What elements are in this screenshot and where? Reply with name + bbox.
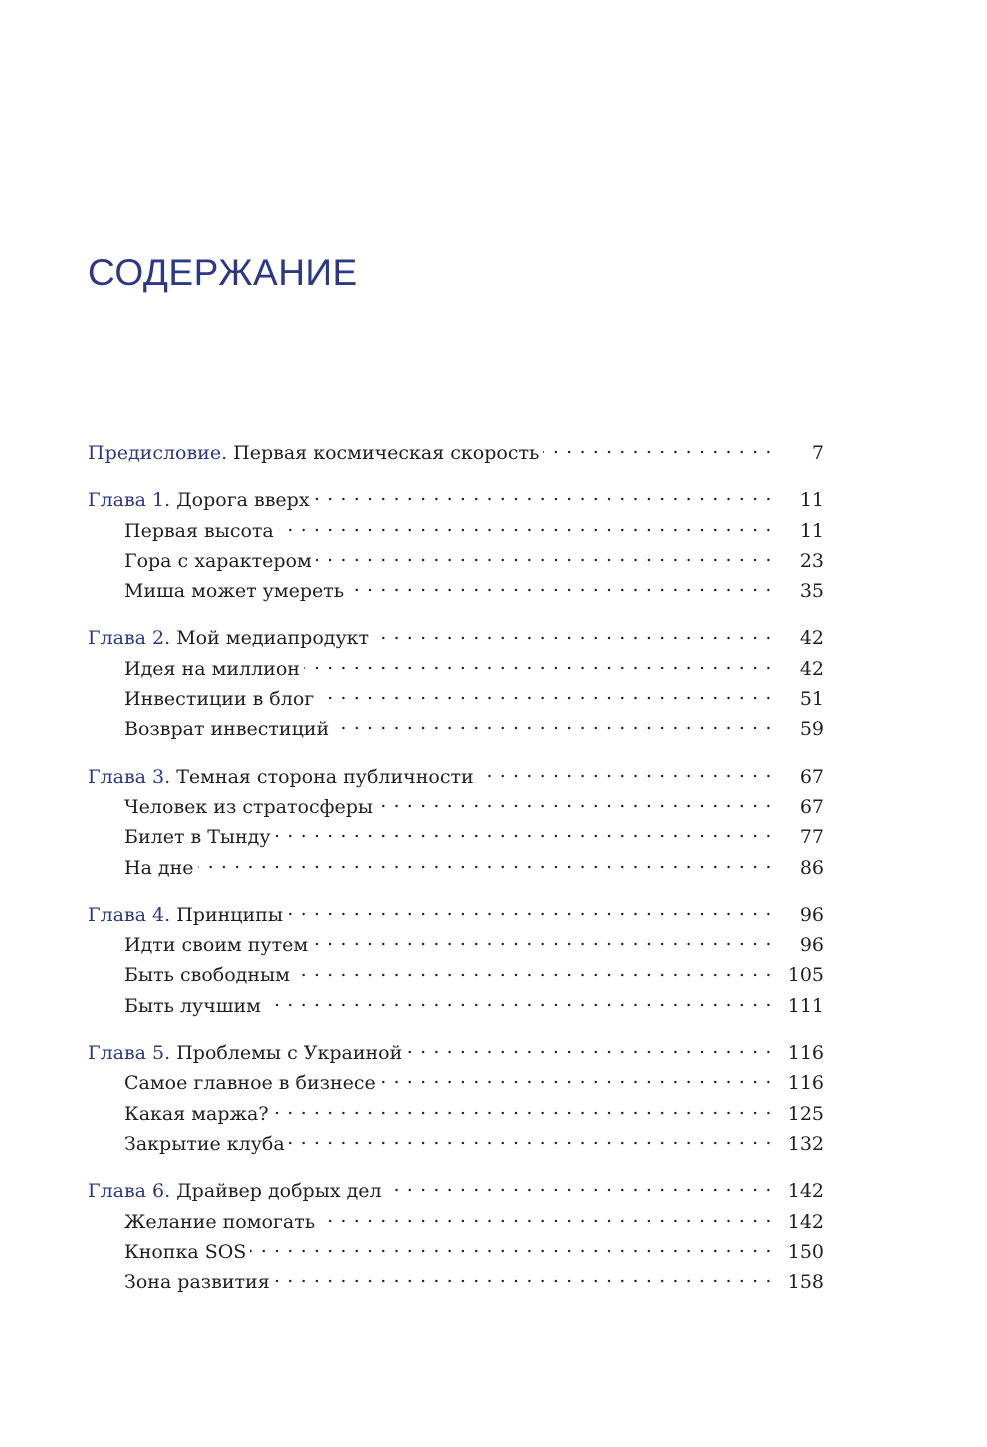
subsection-title: Быть лучшим (124, 994, 261, 1017)
subsection-title: Гора с характером (124, 549, 312, 572)
page-number: 111 (787, 994, 824, 1017)
toc-subsection-entry[interactable] (88, 962, 824, 992)
toc-section (88, 1178, 824, 1299)
page-title: СОДЕРЖАНИЕ (88, 252, 358, 293)
chapter-title: Дорога вверх (170, 489, 310, 512)
subsection-title: Зона развития (124, 1271, 270, 1294)
dot-leader (294, 962, 772, 981)
dot-leader (278, 518, 772, 537)
page-number: 96 (799, 934, 824, 957)
dot-leader (198, 855, 772, 874)
toc-subsection-entry[interactable] (88, 578, 824, 608)
dot-leader (348, 578, 772, 597)
page-number: 132 (787, 1132, 824, 1155)
subsection-title: Идея на миллион (124, 657, 300, 680)
page-number: 96 (799, 903, 824, 926)
page-number: 142 (787, 1180, 824, 1203)
dot-leader (275, 824, 772, 843)
page-number: 77 (799, 826, 824, 849)
dot-leader (287, 902, 772, 921)
toc-subsection-entry[interactable] (88, 548, 824, 578)
toc-section (88, 487, 824, 608)
subsection-title: На дне (124, 856, 194, 879)
dot-leader (289, 1131, 772, 1150)
toc-chapter-entry[interactable] (88, 487, 824, 517)
dot-leader (543, 440, 772, 459)
page-number: 125 (787, 1102, 824, 1125)
subsection-title: Идти своим путем (124, 934, 309, 957)
page-number: 86 (799, 856, 824, 879)
subsection-title: Кнопка SOS (124, 1240, 247, 1263)
page-number: 105 (787, 964, 824, 987)
chapter-title: Первая космическая скорость (227, 442, 540, 464)
toc-subsection-entry[interactable] (88, 1239, 824, 1269)
toc-subsection-entry[interactable] (88, 1131, 824, 1161)
toc-subsection-entry[interactable] (88, 824, 824, 854)
toc-entry-label (88, 904, 283, 926)
dot-leader (386, 1178, 772, 1197)
toc-subsection-entry[interactable] (88, 855, 824, 885)
page-number: 7 (811, 442, 824, 464)
dot-leader (318, 686, 772, 705)
page-number: 11 (799, 519, 824, 542)
chapter-prefix: Предисловие. (88, 442, 228, 464)
toc-subsection-entry[interactable] (88, 518, 824, 548)
toc-chapter-entry[interactable] (88, 625, 824, 655)
dot-leader (373, 625, 772, 644)
toc-chapter-entry[interactable] (88, 440, 824, 470)
chapter-prefix: Глава 3. (88, 765, 171, 788)
page-number: 67 (799, 765, 824, 788)
subsection-title: Какая маржа? (124, 1102, 269, 1125)
page-number: 11 (799, 489, 824, 512)
page-number: 116 (787, 1042, 824, 1065)
dot-leader (304, 656, 772, 675)
dot-leader (274, 1269, 772, 1288)
toc-subsection-entry[interactable] (88, 1070, 824, 1100)
chapter-title: Проблемы с Украиной (170, 1042, 403, 1065)
page-number: 23 (799, 549, 824, 572)
toc-entry-label (88, 1180, 382, 1202)
toc-entry-label (88, 442, 539, 464)
chapter-title: Мой медиапродукт (170, 627, 370, 650)
toc-section (88, 764, 824, 885)
dot-leader (333, 716, 772, 735)
dot-leader (316, 548, 772, 567)
subsection-title: Человек из стратосферы (124, 795, 373, 818)
subsection-title: Инвестиции в блог (124, 688, 315, 711)
chapter-title: Принципы (170, 903, 283, 926)
dot-leader (377, 794, 772, 813)
chapter-prefix: Глава 4. (88, 903, 171, 926)
toc-chapter-entry[interactable] (88, 1178, 824, 1208)
dot-leader (380, 1070, 772, 1089)
subsection-title: Желание помогать (124, 1210, 316, 1233)
subsection-title: Миша может умереть (124, 580, 345, 603)
toc-entry-label (88, 627, 369, 649)
dot-leader (250, 1239, 772, 1258)
toc-subsection-entry[interactable] (88, 993, 824, 1023)
toc-subsection-entry[interactable] (88, 1269, 824, 1299)
page-number: 67 (799, 795, 824, 818)
subsection-title: Билет в Тынду (124, 826, 271, 849)
page-number: 116 (787, 1072, 824, 1095)
dot-leader (312, 932, 772, 951)
chapter-prefix: Глава 6. (88, 1180, 171, 1203)
chapter-prefix: Глава 1. (88, 489, 171, 512)
toc-subsection-entry[interactable] (88, 716, 824, 746)
toc-chapter-entry[interactable] (88, 764, 824, 794)
page-number: 59 (799, 718, 824, 741)
toc-chapter-entry[interactable] (88, 902, 824, 932)
dot-leader (265, 993, 772, 1012)
dot-leader (314, 487, 772, 506)
subsection-title: Самое главное в бизнесе (124, 1072, 376, 1095)
toc-subsection-entry[interactable] (88, 932, 824, 962)
dot-leader (406, 1040, 772, 1059)
subsection-title: Закрытие клуба (124, 1132, 285, 1155)
dot-leader (273, 1101, 772, 1120)
chapter-prefix: Глава 5. (88, 1042, 171, 1065)
toc-entry-label (88, 766, 474, 788)
chapter-title: Темная сторона публичности (170, 765, 474, 788)
page-number: 142 (787, 1210, 824, 1233)
toc-section (88, 902, 824, 1023)
toc-section (88, 440, 824, 470)
page-number: 42 (799, 657, 824, 680)
subsection-title: Первая высота (124, 519, 274, 542)
subsection-title: Быть свободным (124, 964, 290, 987)
toc-chapter-entry[interactable] (88, 1040, 824, 1070)
toc-subsection-entry[interactable] (88, 1101, 824, 1131)
toc-entry-label (88, 1042, 402, 1064)
chapter-prefix: Глава 2. (88, 627, 171, 650)
toc-entry-label (88, 489, 310, 511)
toc-subsection-entry[interactable] (88, 794, 824, 824)
page-number: 42 (799, 627, 824, 650)
toc-subsection-entry[interactable] (88, 656, 824, 686)
toc-subsection-entry[interactable] (88, 1209, 824, 1239)
subsection-title: Возврат инвестиций (124, 718, 330, 741)
toc-section (88, 1040, 824, 1161)
page-number: 158 (787, 1271, 824, 1294)
table-of-contents (88, 440, 824, 1316)
dot-leader (319, 1209, 772, 1228)
toc-subsection-entry[interactable] (88, 686, 824, 716)
page-number: 51 (799, 688, 824, 711)
toc-section (88, 625, 824, 746)
dot-leader (478, 764, 772, 783)
page-number: 35 (799, 580, 824, 603)
chapter-title: Драйвер добрых дел (170, 1180, 382, 1203)
page-number: 150 (787, 1240, 824, 1263)
